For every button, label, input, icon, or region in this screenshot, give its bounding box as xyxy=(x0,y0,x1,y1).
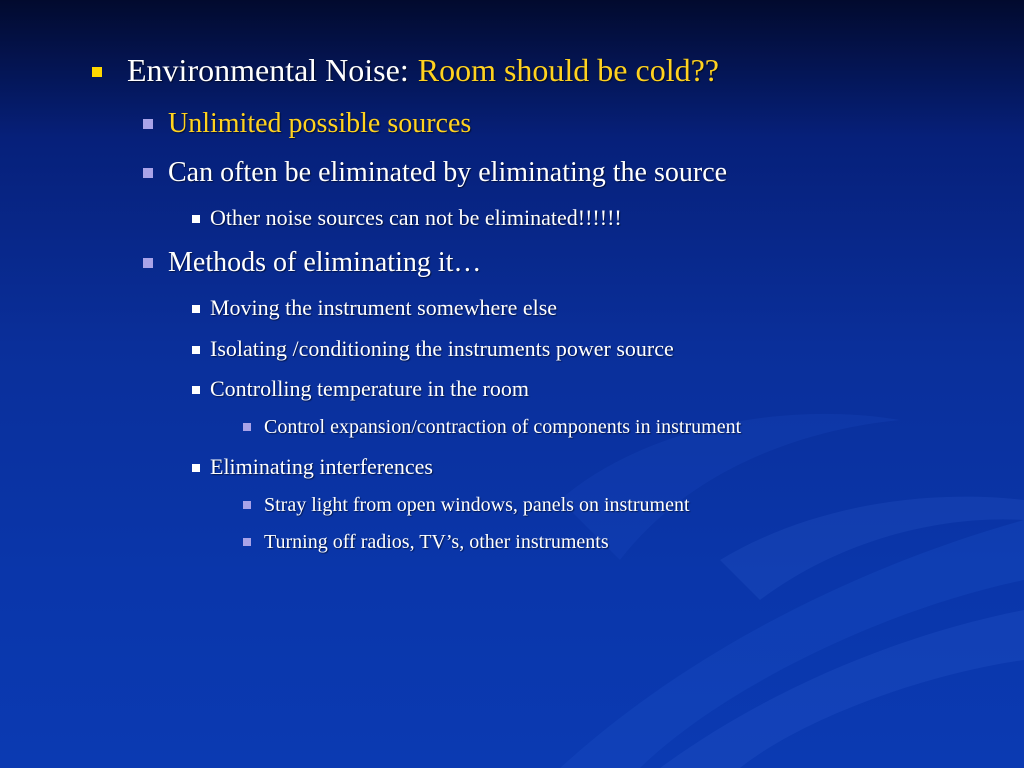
bullet-methods xyxy=(143,247,481,279)
bullet-square-icon xyxy=(192,305,200,313)
bullet-text: Other noise sources can not be eliminated!!!!!! xyxy=(210,205,622,230)
bullet-square-icon xyxy=(192,215,200,223)
bullet-square-icon xyxy=(143,119,153,129)
bullet-text: Environmental Noise: xyxy=(127,52,409,88)
bullet-square-icon xyxy=(92,67,102,77)
bullet-square-icon xyxy=(243,538,251,546)
bullet-text: Control expansion/contraction of components in instrument xyxy=(264,416,742,438)
bullet-text: Turning off radios, TV’s, other instruments xyxy=(264,531,609,553)
bullet-square-icon xyxy=(243,423,251,431)
bullet-moving-instrument xyxy=(192,295,557,321)
bullet-other-noise-sources xyxy=(192,205,622,231)
bullet-isolating-power xyxy=(192,336,674,362)
bullet-environmental-noise xyxy=(92,52,719,89)
bullet-text: Controlling temperature in the room xyxy=(210,376,529,401)
bullet-text: Moving the instrument somewhere else xyxy=(210,295,558,320)
bullet-highlight-text: Room should be cold?? xyxy=(417,52,719,88)
bullet-square-icon xyxy=(243,501,251,509)
bullet-text: Eliminating interferences xyxy=(210,454,433,479)
bullet-square-icon xyxy=(143,168,153,178)
bullet-text: Methods of eliminating it… xyxy=(168,247,482,278)
bullet-turning-off-radios xyxy=(243,531,609,554)
bullet-text: Unlimited possible sources xyxy=(168,108,472,139)
bullet-control-expansion xyxy=(243,416,741,439)
bullet-text: Can often be eliminated by eliminating the source xyxy=(168,157,728,188)
bullet-eliminate-source xyxy=(143,157,727,189)
bullet-square-icon xyxy=(192,464,200,472)
bullet-square-icon xyxy=(192,346,200,354)
bullet-text: Stray light from open windows, panels on instrument xyxy=(264,494,690,516)
bullet-text: Isolating /conditioning the instruments power source xyxy=(210,336,674,361)
bullet-square-icon xyxy=(192,386,200,394)
bullet-controlling-temperature xyxy=(192,376,529,402)
bullet-square-icon xyxy=(143,258,153,268)
bullet-eliminating-interferences xyxy=(192,454,433,480)
bullet-unlimited-sources xyxy=(143,108,471,140)
bullet-stray-light xyxy=(243,494,690,517)
